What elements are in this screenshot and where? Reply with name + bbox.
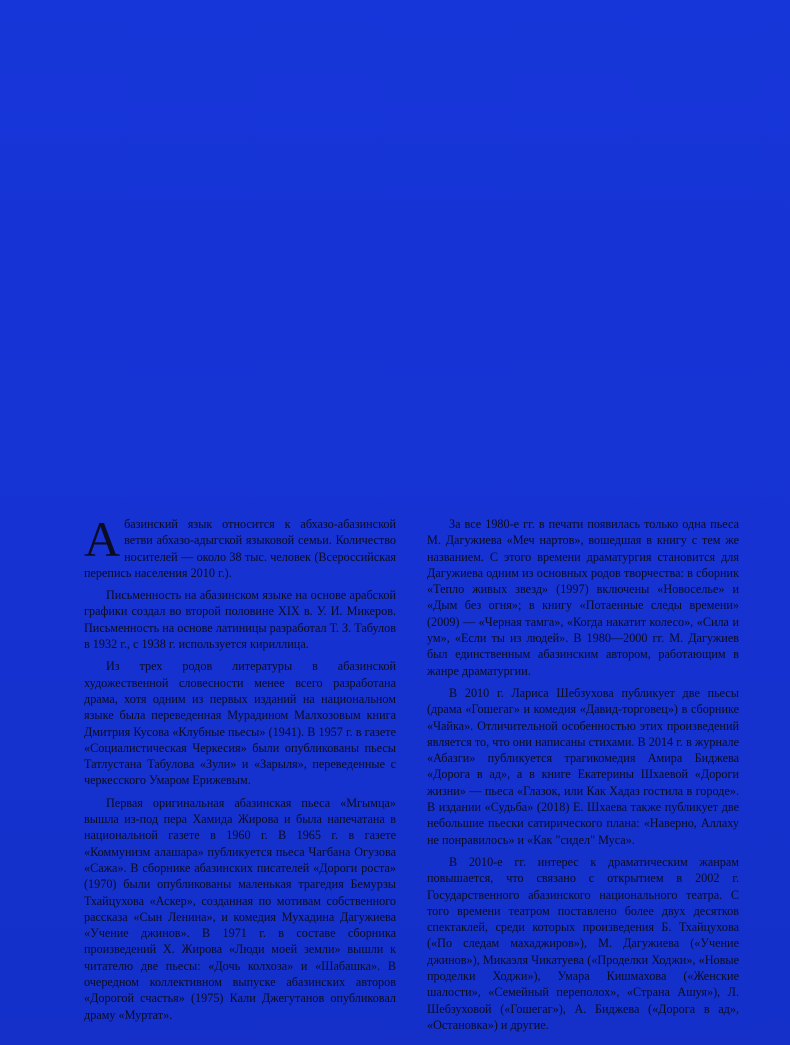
paragraph-2010: В 2010 г. Лариса Шебзухова публикует две пьесы (драма «Гошегаг» и комедия «Давид-торговец») в сборнике «Чайка». Отличительной особенностью этих произведений является то, что они написаны стихами. В 2014 г. в журнале «Абазги» публикуется трагикомедия Амира Биджева «Дорога в ад», а в книге Екатерины Шхаевой «Дороги жизни» — пьеса «Глазок, или Как Хадаз гостила в городе». В издании «Судьба» (2018) Е. Шхаева также публикует две небольшие пьески сатирического плана: «Наверно, Аллаху не понравилось» и «Как "сидел" Муса». <box>427 685 739 847</box>
paragraph-intro <box>84 511 396 581</box>
article-column-right <box>427 516 739 1033</box>
paragraph-intro-text: базинский язык относится к абхазо-абазинской ветви абхазо-адыгской языковой семьи. Количество носителей — около 38 тыс. человек (Всероссийская перепись населения 2010 г.). <box>84 517 396 580</box>
drop-cap: А <box>84 511 121 567</box>
paragraph-drama-history: Из трех родов литературы в абазинской художественной словесности менее всего разработана драма, хотя одним из первых изданий на национальном языке была переведенная Мурадином Малхозовым книга Дмитрия Кусова «Клубные пьесы» (1941). В 1957 г. в газете «Социалистическая Черкесия» были опубликованы пьесы Татлустана Табулова «Зули» и «Зарыля», переведенные с черкесского Умаром Ерижевым. <box>84 659 396 788</box>
paragraph-first-plays: Первая оригинальная абазинская пьеса «Мгымца» вышла из-под пера Хамида Жирова и была напечатана в национальной газете в 1960 г. В 1965 г. в газете «Коммунизм алашара» публикуется пьеса Чагбана Огузова «Сажа». В сборнике абазинских писателей «Дороги роста» (1970) были опубликованы маленькая трагедия Бемурзы Тхайцухова «Аскер», созданная по мотивам собственного рассказа «Сын Ленина», и комедия Мухадина Дагужиева «Учение джинов». В 1971 г. в составе сборника произведений Х. Жирова «Люди моей земли» вышли к читателю две пьесы: «Дочь колхоза» и «Шабашка». В очередном коллективном выпуске абазинских авторов «Дорогой счастья» (1975) Кали Джегутанов опубликовал драму «Муртат». <box>84 795 396 1022</box>
paragraph-1980s: За все 1980-е гг. в печати появилась только одна пьеса М. Дагужиева «Меч нартов», вошедшая в книгу с тем же названием. С этого времени драматургия становится для Дагужиева одним из основных родов творчества: в сборник «Тепло живых звезд» (1997) включены «Новоселье» и «Дым без огня»; в книгу «Потаенные следы времени» (2009) — «Черная тамга», «Когда накатит колесо», «Сила и ум», «Если ты из людей». В 1980—2000 гг. М. Дагужиев был единственным абазинским автором, работающим в жанре драматургии. <box>427 517 739 678</box>
paragraph-writing-system: Письменность на абазинском языке на основе арабской графики создал во второй половине XIX в. У. И. Микеров. Письменность на основе латиницы разработал Т. З. Табулов в 1932 г., с 1938 г. используется кириллица. <box>84 588 396 652</box>
paragraph-theatre: В 2010-е гг. интерес к драматическим жанрам повышается, что связано с открытием в 2002 г. Государственного абазинского национального театра. С того времени театром поставлено более двух десятков спектаклей, среди которых произведения Б. Тхайцухова («По следам махаджиров»), М. Дагужиева («Учение джинов»), Микаэля Чикатуева («Проделки Ходжи», «Новые проделки Ходжи»), Умара Кишмахова («Женские шалости», «Семейный переполох», «Страна Ашуя»), Л. Шебзуховой («Гошегаг»), А. Биджева («Дорога в ад», «Остановка») и другие. <box>427 854 739 1032</box>
article-column-left <box>84 511 396 1023</box>
